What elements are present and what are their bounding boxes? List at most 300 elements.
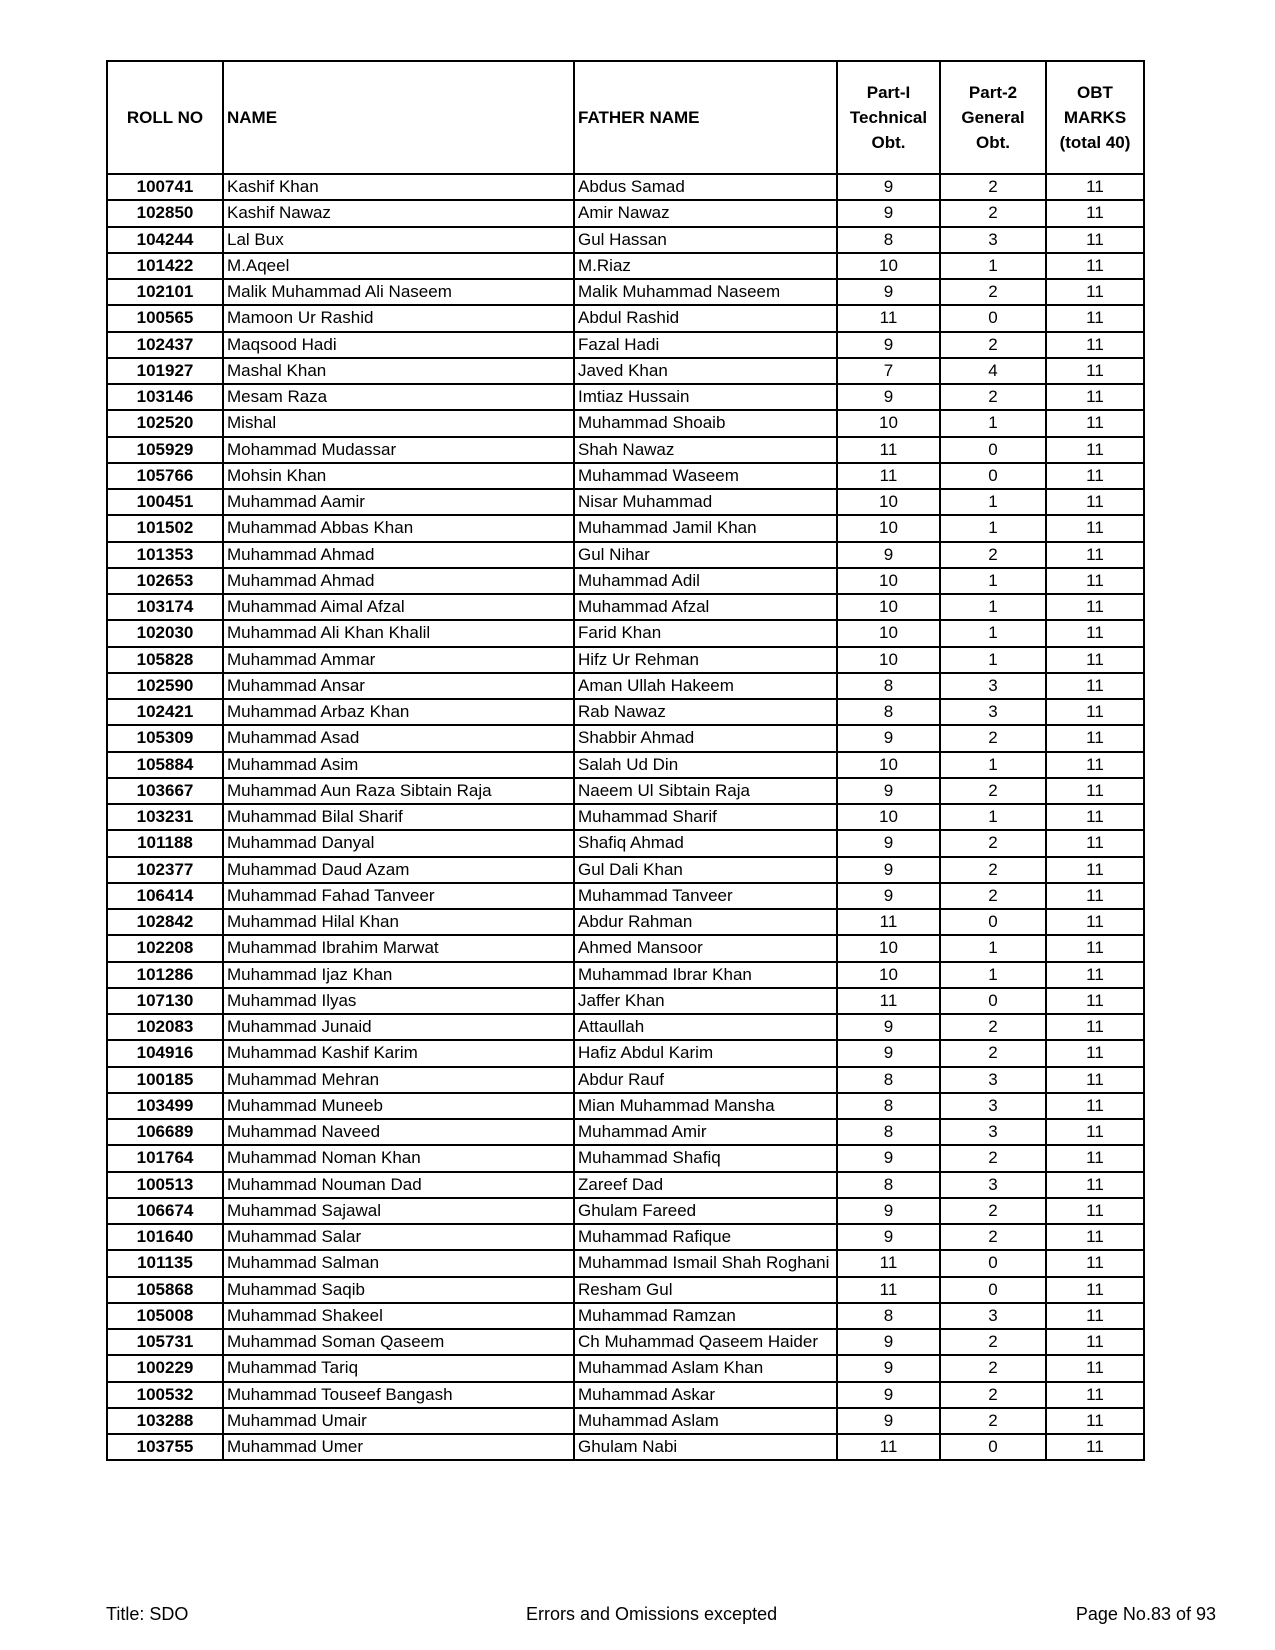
header-part2-line: Obt. (976, 133, 1010, 152)
roll-no-cell: 101188 (107, 830, 223, 856)
part1-technical-cell: 8 (837, 1093, 940, 1119)
name-cell: Muhammad Aamir (223, 489, 574, 515)
table-row (107, 542, 1144, 568)
obt-marks-cell: 11 (1046, 962, 1144, 988)
table-body (107, 174, 1144, 1460)
father-name-cell: Jaffer Khan (574, 988, 837, 1014)
part2-general-cell: 1 (940, 935, 1046, 961)
obt-marks-cell: 11 (1046, 384, 1144, 410)
part2-general-cell: 2 (940, 857, 1046, 883)
roll-no-cell: 102083 (107, 1014, 223, 1040)
table-row (107, 909, 1144, 935)
part1-technical-cell: 10 (837, 489, 940, 515)
roll-no-cell: 103755 (107, 1434, 223, 1460)
part2-general-cell: 2 (940, 332, 1046, 358)
table-row (107, 725, 1144, 751)
obt-marks-cell: 11 (1046, 804, 1144, 830)
name-cell: Muhammad Touseef Bangash (223, 1382, 574, 1408)
father-name-cell: Muhammad Rafique (574, 1224, 837, 1250)
father-name-cell: Muhammad Ibrar Khan (574, 962, 837, 988)
part2-general-cell: 2 (940, 778, 1046, 804)
header-father-name: FATHER NAME (574, 61, 837, 174)
part2-general-cell: 3 (940, 673, 1046, 699)
table-row (107, 227, 1144, 253)
part2-general-cell: 2 (940, 1224, 1046, 1250)
part2-general-cell: 0 (940, 437, 1046, 463)
obt-marks-cell: 11 (1046, 594, 1144, 620)
header-obt-line: (total 40) (1059, 133, 1131, 152)
part1-technical-cell: 9 (837, 542, 940, 568)
header-part1-line: Obt. (871, 133, 906, 152)
roll-no-cell: 102421 (107, 699, 223, 725)
father-name-cell: Resham Gul (574, 1277, 837, 1303)
obt-marks-cell: 11 (1046, 857, 1144, 883)
table-row (107, 1408, 1144, 1434)
name-cell: Mashal Khan (223, 358, 574, 384)
father-name-cell: Zareef Dad (574, 1172, 837, 1198)
father-name-cell: Naeem Ul Sibtain Raja (574, 778, 837, 804)
roll-no-cell: 106414 (107, 883, 223, 909)
table-row (107, 1277, 1144, 1303)
table-row (107, 594, 1144, 620)
roll-no-cell: 101135 (107, 1250, 223, 1276)
roll-no-cell: 100513 (107, 1172, 223, 1198)
part1-technical-cell: 10 (837, 594, 940, 620)
part1-technical-cell: 10 (837, 410, 940, 436)
roll-no-cell: 102030 (107, 620, 223, 646)
name-cell: Muhammad Muneeb (223, 1093, 574, 1119)
father-name-cell: Mian Muhammad Mansha (574, 1093, 837, 1119)
father-name-cell: Muhammad Shoaib (574, 410, 837, 436)
header-part2-line: Part-2 (968, 83, 1018, 102)
table-row (107, 647, 1144, 673)
part1-technical-cell: 9 (837, 1145, 940, 1171)
roll-no-cell: 103499 (107, 1093, 223, 1119)
page-footer (106, 1600, 1216, 1628)
table-row (107, 384, 1144, 410)
part1-technical-cell: 7 (837, 358, 940, 384)
part1-technical-cell: 9 (837, 174, 940, 200)
obt-marks-cell: 11 (1046, 542, 1144, 568)
father-name-cell: Muhammad Aslam (574, 1408, 837, 1434)
obt-marks-cell: 11 (1046, 1408, 1144, 1434)
table-row (107, 1224, 1144, 1250)
part2-general-cell: 0 (940, 1250, 1046, 1276)
name-cell: Muhammad Arbaz Khan (223, 699, 574, 725)
part2-general-cell: 1 (940, 568, 1046, 594)
father-name-cell: Hafiz Abdul Karim (574, 1040, 837, 1066)
part2-general-cell: 2 (940, 1198, 1046, 1224)
part2-general-cell: 2 (940, 1408, 1046, 1434)
part1-technical-cell: 10 (837, 935, 940, 961)
name-cell: Muhammad Abbas Khan (223, 515, 574, 541)
table-row (107, 279, 1144, 305)
table-row (107, 752, 1144, 778)
roll-no-cell: 102850 (107, 200, 223, 226)
obt-marks-cell: 11 (1046, 410, 1144, 436)
part1-technical-cell: 10 (837, 620, 940, 646)
part2-general-cell: 1 (940, 489, 1046, 515)
part1-technical-cell: 9 (837, 332, 940, 358)
name-cell: Muhammad Hilal Khan (223, 909, 574, 935)
name-cell: Muhammad Danyal (223, 830, 574, 856)
obt-marks-cell: 11 (1046, 935, 1144, 961)
part1-technical-cell: 11 (837, 305, 940, 331)
obt-marks-cell: 11 (1046, 200, 1144, 226)
roll-no-cell: 104916 (107, 1040, 223, 1066)
part1-technical-cell: 8 (837, 1303, 940, 1329)
roll-no-cell: 104244 (107, 227, 223, 253)
roll-no-cell: 103231 (107, 804, 223, 830)
name-cell: Muhammad Aun Raza Sibtain Raja (223, 778, 574, 804)
table-row (107, 358, 1144, 384)
father-name-cell: Muhammad Shafiq (574, 1145, 837, 1171)
header-obt-line: OBT (1077, 83, 1113, 102)
obt-marks-cell: 11 (1046, 699, 1144, 725)
header-part1-line: Part-I (866, 83, 911, 102)
table-row (107, 1250, 1144, 1276)
father-name-cell: Salah Ud Din (574, 752, 837, 778)
roll-no-cell: 100185 (107, 1067, 223, 1093)
part2-general-cell: 2 (940, 1329, 1046, 1355)
header-part2-line: General (961, 108, 1025, 127)
father-name-cell: Fazal Hadi (574, 332, 837, 358)
table-row (107, 568, 1144, 594)
father-name-cell: Gul Dali Khan (574, 857, 837, 883)
part1-technical-cell: 8 (837, 699, 940, 725)
part1-technical-cell: 11 (837, 1277, 940, 1303)
part2-general-cell: 1 (940, 253, 1046, 279)
part2-general-cell: 3 (940, 1093, 1046, 1119)
part2-general-cell: 1 (940, 647, 1046, 673)
obt-marks-cell: 11 (1046, 620, 1144, 646)
part2-general-cell: 1 (940, 410, 1046, 436)
name-cell: Maqsood Hadi (223, 332, 574, 358)
part1-technical-cell: 11 (837, 463, 940, 489)
part2-general-cell: 0 (940, 1277, 1046, 1303)
part1-technical-cell: 9 (837, 1224, 940, 1250)
part2-general-cell: 3 (940, 699, 1046, 725)
obt-marks-cell: 11 (1046, 988, 1144, 1014)
roll-no-cell: 101353 (107, 542, 223, 568)
father-name-cell: Muhammad Aslam Khan (574, 1355, 837, 1381)
name-cell: Muhammad Salar (223, 1224, 574, 1250)
roll-no-cell: 105008 (107, 1303, 223, 1329)
part2-general-cell: 1 (940, 594, 1046, 620)
roll-no-cell: 102653 (107, 568, 223, 594)
name-cell: Muhammad Shakeel (223, 1303, 574, 1329)
table-row (107, 1119, 1144, 1145)
name-cell: Muhammad Noman Khan (223, 1145, 574, 1171)
obt-marks-cell: 11 (1046, 673, 1144, 699)
name-cell: Muhammad Asim (223, 752, 574, 778)
roll-no-cell: 101286 (107, 962, 223, 988)
part2-general-cell: 3 (940, 1067, 1046, 1093)
part2-general-cell: 2 (940, 1145, 1046, 1171)
obt-marks-cell: 11 (1046, 1040, 1144, 1066)
roll-no-cell: 100532 (107, 1382, 223, 1408)
name-cell: Muhammad Aimal Afzal (223, 594, 574, 620)
name-cell: Muhammad Asad (223, 725, 574, 751)
obt-marks-cell: 11 (1046, 463, 1144, 489)
name-cell: Muhammad Kashif Karim (223, 1040, 574, 1066)
name-cell: Muhammad Tariq (223, 1355, 574, 1381)
father-name-cell: Malik Muhammad Naseem (574, 279, 837, 305)
footer-page-number: Page No.83 of 93 (1075, 1604, 1216, 1624)
part2-general-cell: 3 (940, 227, 1046, 253)
name-cell: Lal Bux (223, 227, 574, 253)
header-obt-marks (1046, 61, 1144, 174)
obt-marks-cell: 11 (1046, 227, 1144, 253)
table-row (107, 305, 1144, 331)
results-table (106, 60, 1145, 1461)
part2-general-cell: 1 (940, 804, 1046, 830)
part1-technical-cell: 10 (837, 253, 940, 279)
name-cell: Muhammad Nouman Dad (223, 1172, 574, 1198)
name-cell: Muhammad Ilyas (223, 988, 574, 1014)
part2-general-cell: 0 (940, 305, 1046, 331)
roll-no-cell: 101422 (107, 253, 223, 279)
roll-no-cell: 102101 (107, 279, 223, 305)
roll-no-cell: 102590 (107, 673, 223, 699)
table-row (107, 200, 1144, 226)
name-cell: Mesam Raza (223, 384, 574, 410)
roll-no-cell: 100565 (107, 305, 223, 331)
father-name-cell: Aman Ullah Hakeem (574, 673, 837, 699)
name-cell: Muhammad Ammar (223, 647, 574, 673)
roll-no-cell: 102842 (107, 909, 223, 935)
roll-no-cell: 105309 (107, 725, 223, 751)
part1-technical-cell: 11 (837, 1250, 940, 1276)
name-cell: Muhammad Soman Qaseem (223, 1329, 574, 1355)
part1-technical-cell: 9 (837, 883, 940, 909)
part2-general-cell: 2 (940, 542, 1046, 568)
father-name-cell: Ch Muhammad Qaseem Haider (574, 1329, 837, 1355)
obt-marks-cell: 11 (1046, 1172, 1144, 1198)
part1-technical-cell: 9 (837, 1198, 940, 1224)
table-row (107, 515, 1144, 541)
father-name-cell: Nisar Muhammad (574, 489, 837, 515)
father-name-cell: Shah Nawaz (574, 437, 837, 463)
part2-general-cell: 0 (940, 909, 1046, 935)
table-row (107, 778, 1144, 804)
obt-marks-cell: 11 (1046, 1198, 1144, 1224)
father-name-cell: Muhammad Adil (574, 568, 837, 594)
obt-marks-cell: 11 (1046, 778, 1144, 804)
father-name-cell: Gul Hassan (574, 227, 837, 253)
table-row (107, 699, 1144, 725)
roll-no-cell: 105731 (107, 1329, 223, 1355)
name-cell: Muhammad Daud Azam (223, 857, 574, 883)
obt-marks-cell: 11 (1046, 332, 1144, 358)
part1-technical-cell: 9 (837, 1408, 940, 1434)
father-name-cell: Ghulam Nabi (574, 1434, 837, 1460)
table-row (107, 804, 1144, 830)
part1-technical-cell: 9 (837, 830, 940, 856)
part2-general-cell: 2 (940, 830, 1046, 856)
obt-marks-cell: 11 (1046, 279, 1144, 305)
table-row (107, 857, 1144, 883)
name-cell: Muhammad Ansar (223, 673, 574, 699)
obt-marks-cell: 11 (1046, 1067, 1144, 1093)
part2-general-cell: 1 (940, 515, 1046, 541)
name-cell: Mohammad Mudassar (223, 437, 574, 463)
part2-general-cell: 2 (940, 279, 1046, 305)
father-name-cell: Ghulam Fareed (574, 1198, 837, 1224)
part1-technical-cell: 9 (837, 200, 940, 226)
name-cell: Mamoon Ur Rashid (223, 305, 574, 331)
table-row (107, 1040, 1144, 1066)
part1-technical-cell: 10 (837, 515, 940, 541)
obt-marks-cell: 11 (1046, 1224, 1144, 1250)
father-name-cell: Shafiq Ahmad (574, 830, 837, 856)
name-cell: Muhammad Ijaz Khan (223, 962, 574, 988)
roll-no-cell: 101764 (107, 1145, 223, 1171)
table-row (107, 332, 1144, 358)
father-name-cell: Abdus Samad (574, 174, 837, 200)
part2-general-cell: 0 (940, 988, 1046, 1014)
part1-technical-cell: 11 (837, 988, 940, 1014)
name-cell: Kashif Nawaz (223, 200, 574, 226)
obt-marks-cell: 11 (1046, 1145, 1144, 1171)
father-name-cell: Shabbir Ahmad (574, 725, 837, 751)
table-header (107, 61, 1144, 174)
obt-marks-cell: 11 (1046, 305, 1144, 331)
footer-notice: Errors and Omissions excepted (526, 1604, 778, 1624)
obt-marks-cell: 11 (1046, 489, 1144, 515)
obt-marks-cell: 11 (1046, 1250, 1144, 1276)
name-cell: Muhammad Ali Khan Khalil (223, 620, 574, 646)
father-name-cell: Imtiaz Hussain (574, 384, 837, 410)
name-cell: Muhammad Umer (223, 1434, 574, 1460)
part1-technical-cell: 10 (837, 568, 940, 594)
father-name-cell: Muhammad Amir (574, 1119, 837, 1145)
part2-general-cell: 1 (940, 752, 1046, 778)
father-name-cell: Muhammad Tanveer (574, 883, 837, 909)
table-row (107, 1014, 1144, 1040)
part2-general-cell: 3 (940, 1172, 1046, 1198)
father-name-cell: Abdur Rauf (574, 1067, 837, 1093)
table-row (107, 883, 1144, 909)
part1-technical-cell: 11 (837, 1434, 940, 1460)
part2-general-cell: 4 (940, 358, 1046, 384)
table-row (107, 962, 1144, 988)
obt-marks-cell: 11 (1046, 1355, 1144, 1381)
obt-marks-cell: 11 (1046, 752, 1144, 778)
obt-marks-cell: 11 (1046, 253, 1144, 279)
header-row (107, 61, 1144, 174)
part1-technical-cell: 8 (837, 227, 940, 253)
obt-marks-cell: 11 (1046, 909, 1144, 935)
part1-technical-cell: 9 (837, 725, 940, 751)
father-name-cell: Attaullah (574, 1014, 837, 1040)
father-name-cell: Rab Nawaz (574, 699, 837, 725)
obt-marks-cell: 11 (1046, 1382, 1144, 1408)
part2-general-cell: 2 (940, 200, 1046, 226)
table-row (107, 988, 1144, 1014)
roll-no-cell: 101502 (107, 515, 223, 541)
part2-general-cell: 2 (940, 883, 1046, 909)
obt-marks-cell: 11 (1046, 1014, 1144, 1040)
obt-marks-cell: 11 (1046, 1277, 1144, 1303)
roll-no-cell: 102208 (107, 935, 223, 961)
father-name-cell: Muhammad Ismail Shah Roghani (574, 1250, 837, 1276)
part1-technical-cell: 10 (837, 962, 940, 988)
father-name-cell: Amir Nawaz (574, 200, 837, 226)
part2-general-cell: 0 (940, 463, 1046, 489)
table-row (107, 437, 1144, 463)
table-row (107, 1198, 1144, 1224)
part1-technical-cell: 8 (837, 673, 940, 699)
roll-no-cell: 101640 (107, 1224, 223, 1250)
name-cell: Muhammad Junaid (223, 1014, 574, 1040)
table-row (107, 174, 1144, 200)
name-cell: Muhammad Fahad Tanveer (223, 883, 574, 909)
header-part1-line: Technical (849, 108, 928, 127)
part1-technical-cell: 9 (837, 1355, 940, 1381)
part2-general-cell: 3 (940, 1119, 1046, 1145)
name-cell: Muhammad Ibrahim Marwat (223, 935, 574, 961)
obt-marks-cell: 11 (1046, 515, 1144, 541)
part2-general-cell: 2 (940, 174, 1046, 200)
roll-no-cell: 100451 (107, 489, 223, 515)
part1-technical-cell: 10 (837, 752, 940, 778)
obt-marks-cell: 11 (1046, 174, 1144, 200)
part2-general-cell: 2 (940, 384, 1046, 410)
header-roll-no: ROLL NO (107, 61, 223, 174)
part2-general-cell: 3 (940, 1303, 1046, 1329)
table-row (107, 1355, 1144, 1381)
roll-no-cell: 105868 (107, 1277, 223, 1303)
father-name-cell: Gul Nihar (574, 542, 837, 568)
roll-no-cell: 103667 (107, 778, 223, 804)
part1-technical-cell: 8 (837, 1172, 940, 1198)
name-cell: Muhammad Sajawal (223, 1198, 574, 1224)
table-row (107, 463, 1144, 489)
name-cell: Muhammad Ahmad (223, 568, 574, 594)
roll-no-cell: 105884 (107, 752, 223, 778)
name-cell: Muhammad Naveed (223, 1119, 574, 1145)
part2-general-cell: 2 (940, 1040, 1046, 1066)
part1-technical-cell: 9 (837, 1382, 940, 1408)
obt-marks-cell: 11 (1046, 437, 1144, 463)
roll-no-cell: 105766 (107, 463, 223, 489)
name-cell: Malik Muhammad Ali Naseem (223, 279, 574, 305)
part1-technical-cell: 10 (837, 647, 940, 673)
header-name: NAME (223, 61, 574, 174)
part2-general-cell: 1 (940, 962, 1046, 988)
father-name-cell: Javed Khan (574, 358, 837, 384)
table-row (107, 1303, 1144, 1329)
roll-no-cell: 106689 (107, 1119, 223, 1145)
name-cell: Muhammad Salman (223, 1250, 574, 1276)
part1-technical-cell: 10 (837, 804, 940, 830)
name-cell: Mohsin Khan (223, 463, 574, 489)
part1-technical-cell: 9 (837, 384, 940, 410)
roll-no-cell: 100741 (107, 174, 223, 200)
name-cell: Muhammad Mehran (223, 1067, 574, 1093)
father-name-cell: Muhammad Waseem (574, 463, 837, 489)
obt-marks-cell: 11 (1046, 883, 1144, 909)
header-part2-general (940, 61, 1046, 174)
part2-general-cell: 1 (940, 620, 1046, 646)
part2-general-cell: 2 (940, 1014, 1046, 1040)
father-name-cell: Muhammad Jamil Khan (574, 515, 837, 541)
part1-technical-cell: 11 (837, 909, 940, 935)
name-cell: Muhammad Bilal Sharif (223, 804, 574, 830)
part2-general-cell: 2 (940, 725, 1046, 751)
part1-technical-cell: 9 (837, 1040, 940, 1066)
